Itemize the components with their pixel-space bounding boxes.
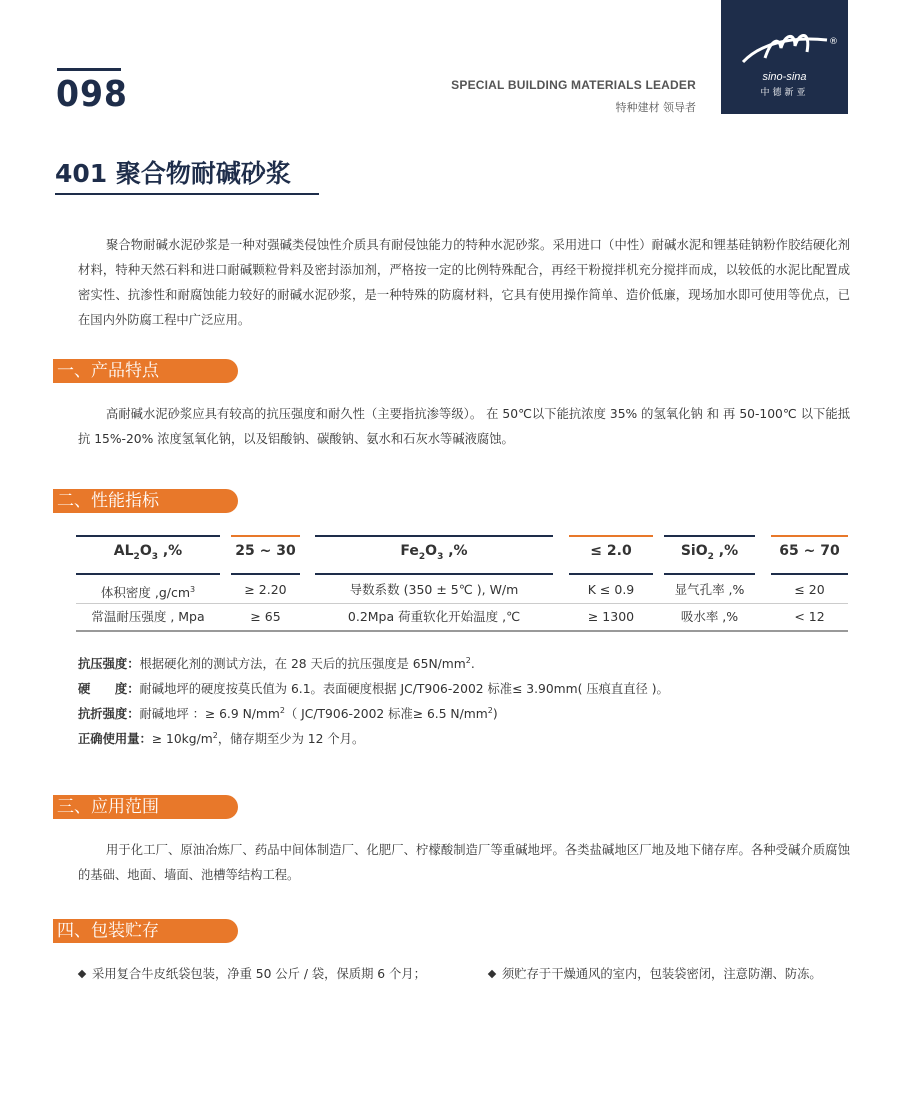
table-header-fe2o3: $Fe_2O_3$ ,% — [400, 543, 468, 562]
spec-label: 抗折强度： — [78, 707, 140, 721]
spec-usage: 正确使用量：≥ $10kg/m^2$，储存期至少为 12 个月。 — [78, 730, 365, 746]
spec-label: 硬 度： — [78, 682, 140, 696]
list-item: 须贮存于干燥通风的室内，包装袋密闭，注意防潮、防冻。 — [489, 964, 822, 982]
list-item: 采用复合牛皮纸袋包装，净重 50 公斤 / 袋，保质期 6 个月； — [79, 964, 426, 982]
application-paragraph: 用于化工厂、原油冶炼厂、药品中间体制造厂、化肥厂、柠檬酸制造厂等重碱地坪。各类盐碱地区厂地及地下储存库。各种受碱介质腐蚀的基础、地面、墙面、池槽等结构工程。 — [78, 843, 850, 882]
table-header-value: 65 ~ 70 — [779, 543, 840, 559]
logo-brand-chinese: 中德新亚 — [760, 88, 809, 98]
page-number: 098 — [56, 74, 128, 115]
logo-brand-english: sino-sina — [762, 71, 807, 83]
table-cell: 导数系数 (350 ± 5℃ ), W/m — [349, 582, 519, 597]
registered-mark: ® — [829, 37, 838, 47]
diamond-bullet-icon — [488, 970, 496, 978]
table-cell: K ≤ 0.9 — [587, 582, 635, 597]
table-cell: 常温耐压强度 , Mpa — [91, 609, 205, 624]
tagline-english: SPECIAL BUILDING MATERIALS LEADER — [451, 78, 696, 92]
logo-swoosh-icon — [735, 22, 835, 72]
table-header-sio2: SiO$_2$ ,% — [680, 543, 739, 562]
section-heading-storage: 四、包装贮存 — [53, 919, 238, 943]
page-title: 401 聚合物耐碱砂浆 — [55, 159, 291, 188]
spec-label: 抗压强度： — [78, 657, 140, 671]
table-cell: ≤ 20 — [794, 582, 825, 597]
table-cell: ≥ 1300 — [587, 609, 635, 624]
section-heading-application: 三、应用范围 — [53, 795, 238, 819]
intro-paragraph: 聚合物耐碱水泥砂浆是一种对强碱类侵蚀性介质具有耐侵蚀能力的特种水泥砂浆。采用进口（中性）耐碱水泥和锂基硅钠粉作胶结硬化剂材料，特种天然石料和进口耐碱颗粒骨料及密封添加剂，严格按一定的比例特殊配合，再经干粉搅拌机充分搅拌而成，以较低的水泥比配置成密实性、抗渗性和耐腐蚀能力较好的耐碱水泥砂浆，是一种特殊的防腐材料，它具有使用操作简单、造价低廉，现场加水即可使用等优点，已在国内外防腐工程中广泛应用。 — [78, 238, 850, 327]
features-paragraph: 高耐碱水泥砂浆应具有较高的抗压强度和耐久性（主要指抗渗等级）。 在 50℃以下能抗浓度 35% 的氢氧化钠 和 再 50-100℃ 以下能抵抗 15%-20% 浓度氢氧化钠，以及铝酸钠、碳酸钠、氨水和石灰水等碱液腐蚀。 — [78, 407, 850, 446]
section-heading-features: 一、产品特点 — [53, 359, 238, 383]
table-bottom-rule — [76, 630, 848, 632]
section-heading-performance: 二、性能指标 — [53, 489, 238, 513]
title-underline — [55, 193, 319, 195]
brand-logo — [721, 0, 848, 114]
table-header-value: 25 ~ 30 — [235, 543, 296, 559]
table-cell: ≥ 65 — [250, 609, 281, 624]
page-number-bar — [57, 68, 121, 71]
diamond-bullet-icon — [78, 970, 86, 978]
table-cell: 0.2Mpa 荷重软化开始温度 ,℃ — [347, 609, 521, 624]
table-cell: ≥ 2.20 — [244, 582, 287, 597]
spec-hardness: 硬 度：耐碱地坪的硬度按莫氏值为 6.1。表面硬度根据 JC/T906-2002 标准≤ 3.90mm( 压痕直直径 )。 — [78, 682, 669, 696]
spec-compressive-strength: 抗压强度：根据硬化剂的测试方法，在 28 天后的抗压强度是 $65N/mm^2$. — [78, 655, 475, 671]
table-cell: 体积密度 $,g/cm^3$ — [100, 585, 196, 601]
table-header-al2o3: $AL_2O_3$ ,% — [113, 543, 183, 562]
spec-flexural-strength: 抗折强度：耐碱地坪 ：≥ 6.9 $N/mm^2$（ JC/T906-2002 标准≥ 6.5 $N/mm^2$) — [78, 705, 498, 721]
table-cell: 吸水率 ,% — [680, 609, 739, 624]
table-header-value: ≤ 2.0 — [590, 543, 632, 559]
table-cell: < 12 — [794, 609, 825, 624]
tagline-chinese: 特种建材 领导者 — [615, 101, 696, 114]
spec-label: 正确使用量： — [78, 732, 152, 746]
table-cell: 显气孔率 ,% — [674, 582, 745, 597]
